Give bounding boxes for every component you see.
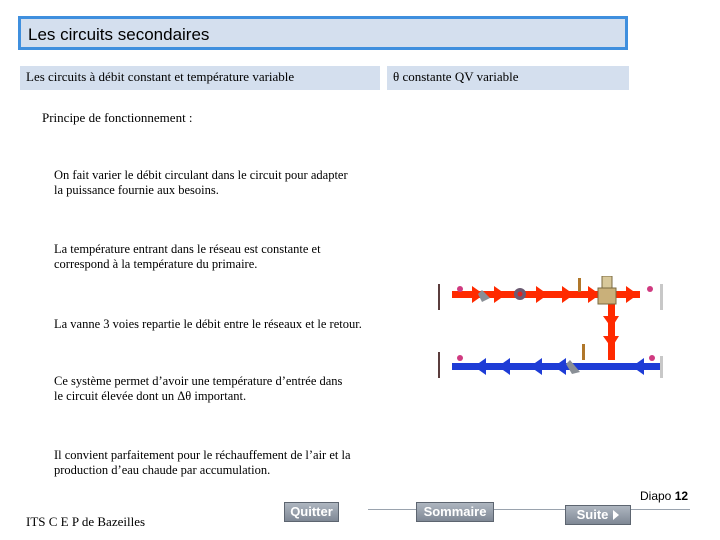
- quit-button[interactable]: Quitter: [284, 502, 339, 522]
- slide-number: 12: [674, 489, 689, 503]
- play-arrow-icon: [613, 510, 619, 520]
- paragraph-line: Il convient parfaitement pour le réchauffement de l’air et la: [54, 448, 351, 462]
- paragraph-line: Ce système permet d’avoir une température d’entrée dans: [54, 374, 343, 388]
- paragraph-delta: [54, 374, 394, 404]
- paragraph-line: La température entrant dans le réseau est constante et: [54, 242, 321, 256]
- paragraph-temperature: [54, 242, 394, 272]
- next-button-label: Suite: [576, 507, 609, 522]
- paragraph-line: On fait varier le débit circulant dans le circuit pour adapter: [54, 168, 348, 182]
- thermometer-icon: [578, 278, 585, 360]
- return-line: [452, 358, 662, 375]
- footer-institution: ITS C E P de Bazeilles: [26, 514, 146, 529]
- paragraph-line: le circuit élevée dont un Δθ important.: [54, 389, 247, 403]
- paragraph-line: La vanne 3 voies repartie le débit entre le réseaux et le retour.: [54, 317, 362, 331]
- pump-icon: [514, 288, 526, 300]
- paragraph-line: correspond à la température du primaire.: [54, 257, 258, 271]
- paragraph-line: la puissance fournie aux besoins.: [54, 183, 219, 197]
- title-box: [18, 16, 628, 50]
- paragraph-valve: [54, 317, 394, 332]
- bypass-line: [603, 298, 619, 360]
- slide-label: Diapo: [640, 489, 672, 503]
- banner-left: Les circuits à débit constant et température variable: [20, 66, 380, 90]
- banner-right: θ constante QV variable: [387, 66, 629, 90]
- paragraph-flow: [54, 168, 394, 198]
- sommaire-button[interactable]: Sommaire: [416, 502, 494, 522]
- circuit-diagram: [438, 276, 664, 380]
- next-button[interactable]: [565, 505, 631, 525]
- three-way-valve-icon: [598, 276, 616, 304]
- slide-counter: [640, 489, 688, 503]
- page-title: Les circuits secondaires: [28, 25, 210, 44]
- paragraph-line: production d’eau chaude par accumulation.: [54, 463, 271, 477]
- principle-heading: Principe de fonctionnement :: [42, 110, 193, 125]
- paragraph-use: [54, 448, 394, 478]
